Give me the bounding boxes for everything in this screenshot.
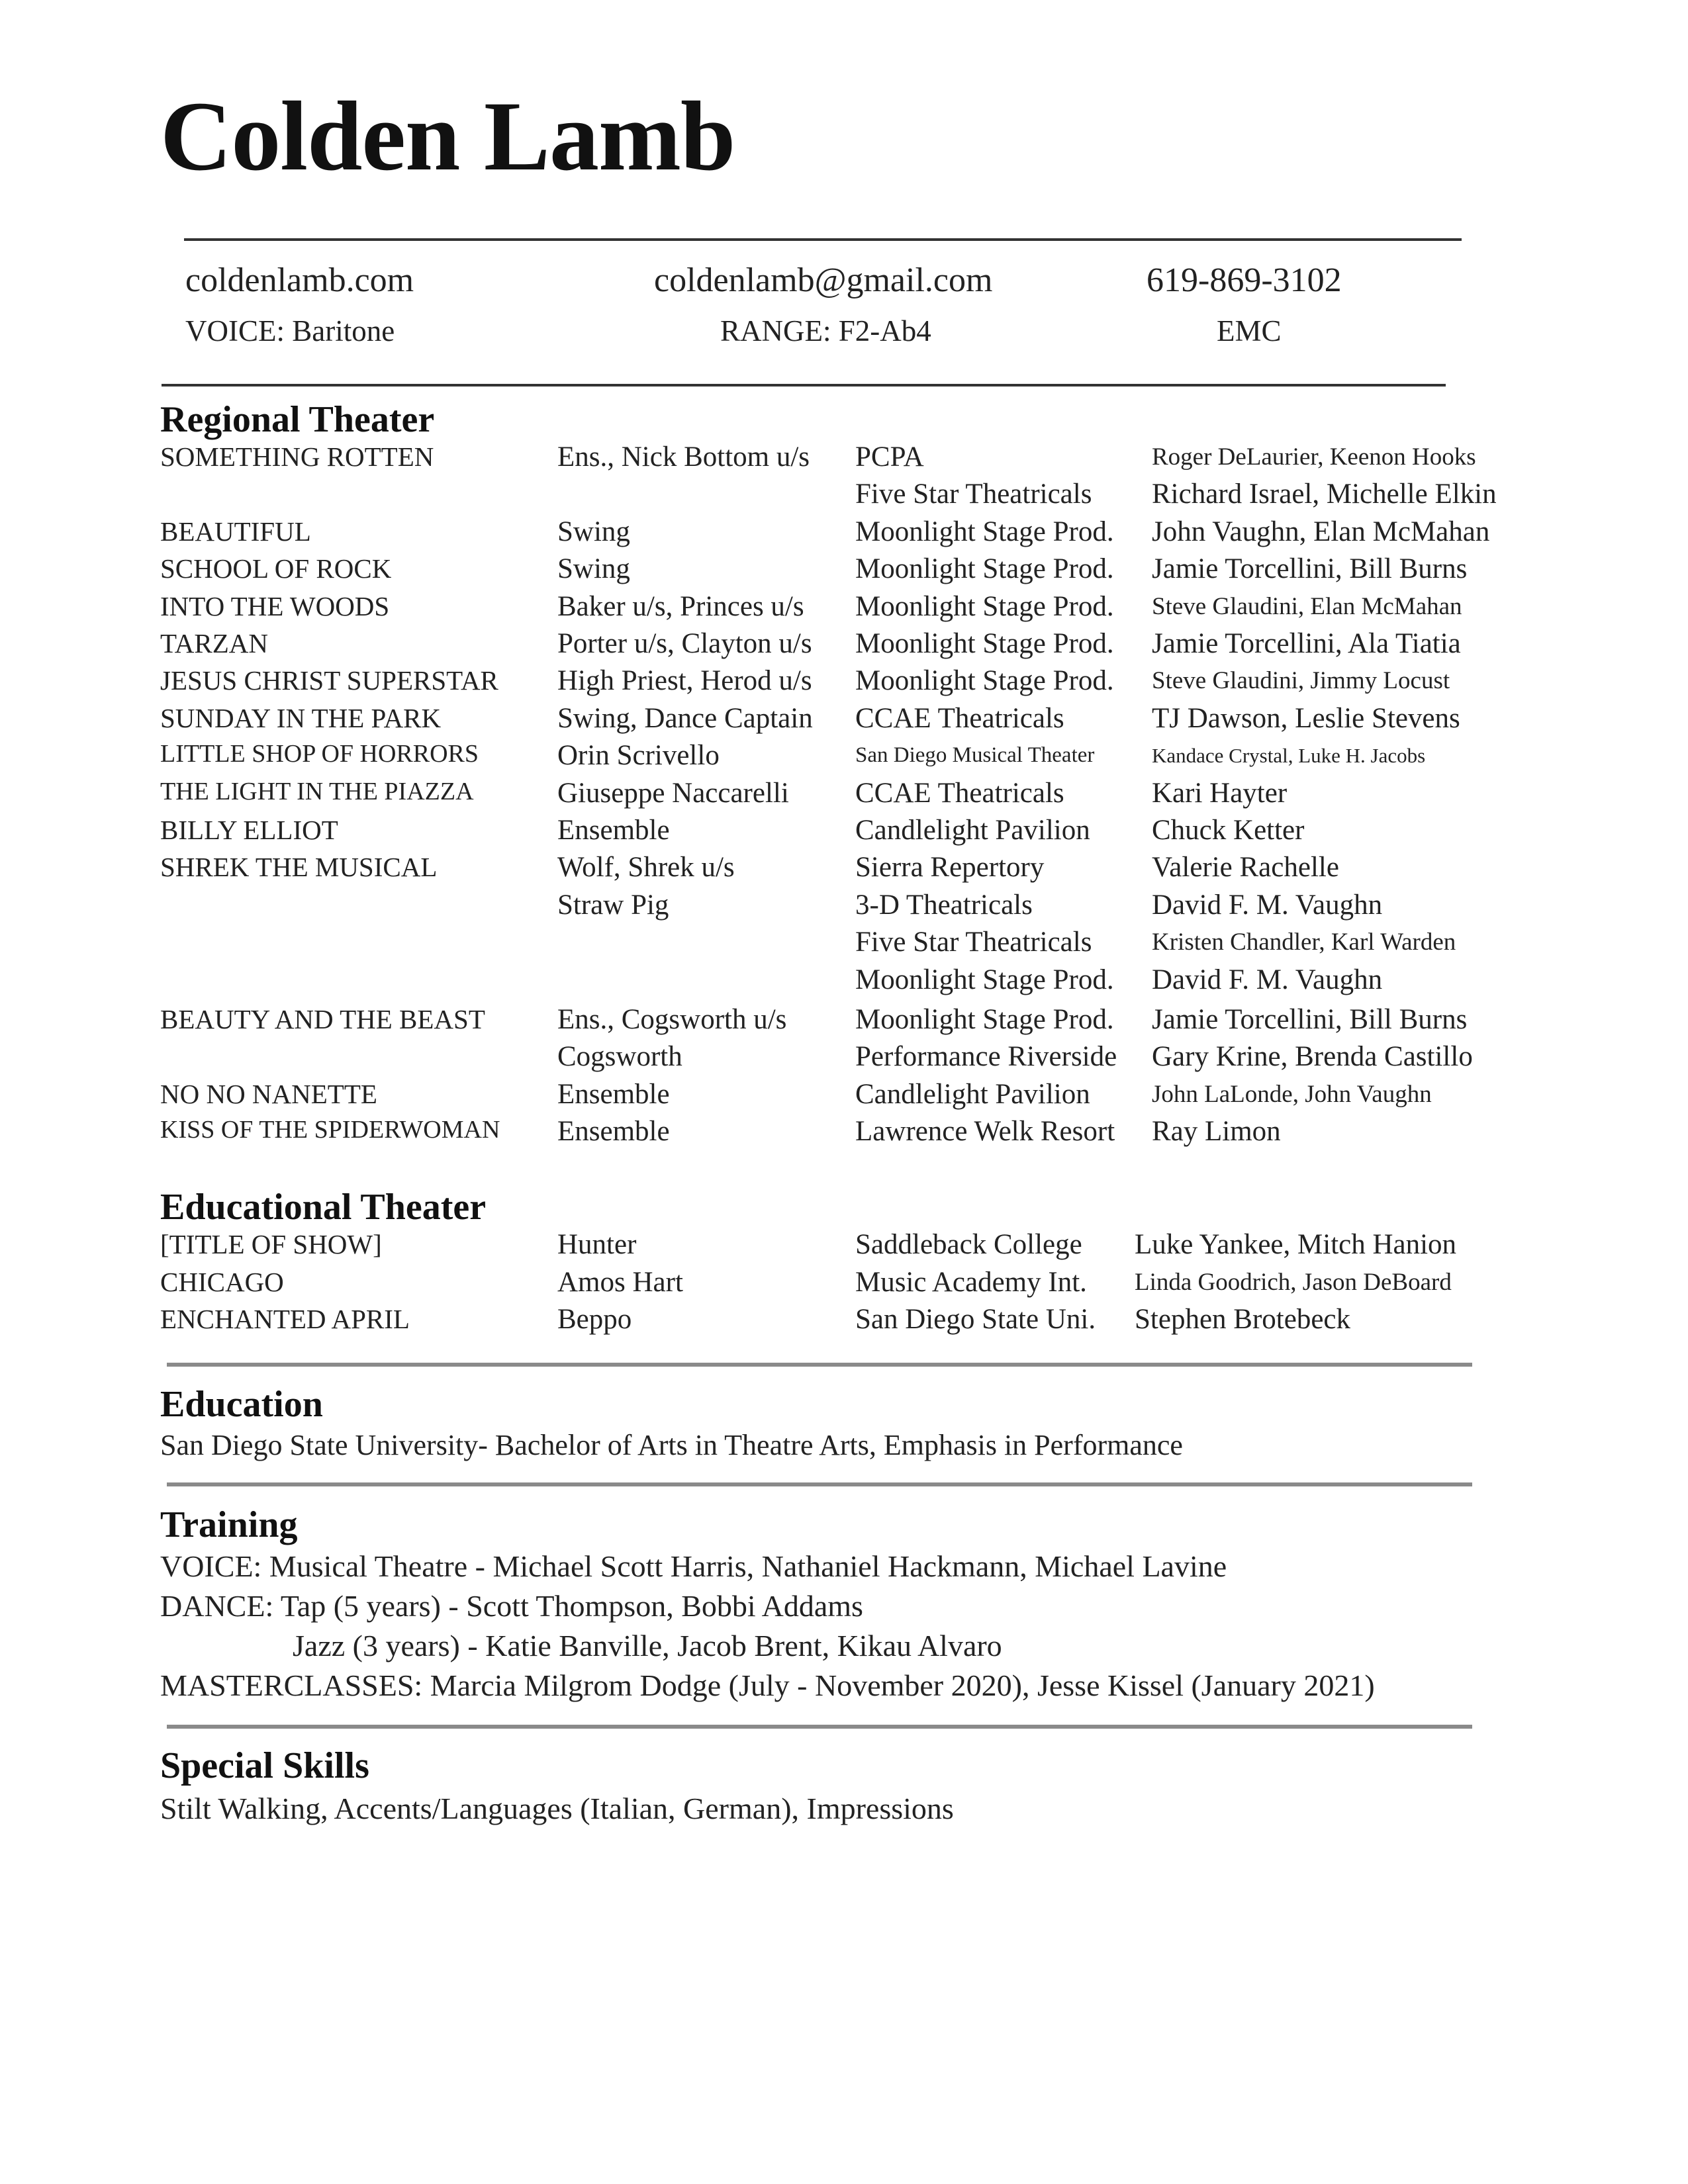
credit-role: Amos Hart	[557, 1266, 683, 1298]
credit-role: Ens., Cogsworth u/s	[557, 1004, 787, 1035]
credit-row	[160, 926, 1550, 963]
skills-text: Stilt Walking, Accents/Languages (Italian, German), Impressions	[160, 1792, 954, 1825]
vocal-range: RANGE: F2-Ab4	[720, 314, 931, 347]
credit-director: Chuck Ketter	[1152, 815, 1305, 846]
phone[interactable]: 619-869-3102	[1147, 261, 1342, 299]
training-line: VOICE: Musical Theatre - Michael Scott Harris, Nathaniel Hackmann, Michael Lavine	[160, 1549, 1227, 1583]
credit-row	[160, 702, 1550, 739]
credit-show: [TITLE OF SHOW]	[160, 1229, 382, 1259]
credit-role: Straw Pig	[557, 889, 669, 921]
credit-show: SOMETHING ROTTEN	[160, 441, 434, 472]
credit-show: CHICAGO	[160, 1266, 284, 1297]
credit-row	[160, 851, 1550, 888]
credit-row	[160, 441, 1550, 478]
education-text: San Diego State University- Bachelor of Arts in Theatre Arts, Emphasis in Performance	[160, 1429, 1183, 1461]
credit-row	[160, 516, 1550, 553]
credit-row	[160, 1078, 1550, 1115]
credit-row	[160, 478, 1550, 515]
credit-company: Candlelight Pavilion	[855, 1078, 1090, 1110]
credit-company: Moonlight Stage Prod.	[855, 1004, 1114, 1035]
divider	[167, 1482, 1472, 1486]
credit-row	[160, 1115, 1550, 1152]
divider	[167, 1725, 1472, 1729]
credit-row	[160, 1228, 1550, 1265]
credit-role: Ensemble	[557, 815, 670, 846]
header-bottom-rule	[162, 384, 1446, 387]
credit-row	[160, 1266, 1550, 1303]
credit-show: JESUS CHRIST SUPERSTAR	[160, 665, 498, 696]
credit-director: Ray Limon	[1152, 1116, 1281, 1148]
credit-company: CCAE Theatricals	[855, 702, 1064, 734]
credit-company: Moonlight Stage Prod.	[855, 665, 1114, 697]
credit-company: CCAE Theatricals	[855, 777, 1064, 809]
credit-director: Jamie Torcellini, Bill Burns	[1152, 553, 1468, 585]
credit-company: San Diego State Uni.	[855, 1304, 1096, 1335]
credit-director: Valerie Rachelle	[1152, 852, 1339, 884]
credit-company: Moonlight Stage Prod.	[855, 628, 1114, 659]
credit-director: Kristen Chandler, Karl Warden	[1152, 929, 1456, 956]
section-title-training: Training	[160, 1504, 298, 1545]
credit-role: Beppo	[557, 1304, 632, 1335]
credit-show: ENCHANTED APRIL	[160, 1304, 410, 1334]
section-title-educational: Educational Theater	[160, 1187, 487, 1228]
credit-show: INTO THE WOODS	[160, 590, 390, 621]
credit-role: Orin Scrivello	[557, 740, 720, 772]
resume-name: Colden Lamb	[160, 81, 735, 191]
credit-show: LITTLE SHOP OF HORRORS	[160, 740, 479, 768]
credit-row	[160, 889, 1550, 926]
credit-row	[160, 1303, 1550, 1340]
credit-company: Candlelight Pavilion	[855, 815, 1090, 846]
credit-director: Roger DeLaurier, Keenon Hooks	[1152, 443, 1476, 471]
credit-role: Swing	[557, 553, 630, 585]
credit-director: Jamie Torcellini, Bill Burns	[1152, 1004, 1468, 1035]
training-line: MASTERCLASSES: Marcia Milgrom Dodge (July - November 2020), Jesse Kissel (January 2021)	[160, 1668, 1375, 1702]
credit-role: Baker u/s, Princes u/s	[557, 590, 804, 622]
credit-director: Steve Glaudini, Jimmy Locust	[1152, 667, 1450, 695]
credit-director: Linda Goodrich, Jason DeBoard	[1135, 1268, 1452, 1296]
credit-company: Sierra Repertory	[855, 852, 1045, 884]
credit-director: John LaLonde, John Vaughn	[1152, 1080, 1432, 1108]
credit-director: Steve Glaudini, Elan McMahan	[1152, 592, 1462, 620]
credit-director: David F. M. Vaughn	[1152, 889, 1383, 921]
voice-type: VOICE: Baritone	[185, 314, 395, 347]
credit-director: Jamie Torcellini, Ala Tiatia	[1152, 628, 1461, 659]
credit-role: Ens., Nick Bottom u/s	[557, 441, 810, 473]
credit-row	[160, 739, 1550, 776]
credit-role: Giuseppe Naccarelli	[557, 777, 789, 809]
credit-role: Cogsworth	[557, 1041, 682, 1073]
credit-company: San Diego Musical Theater	[855, 743, 1095, 768]
credit-director: David F. M. Vaughn	[1152, 964, 1383, 995]
credit-show: SCHOOL OF ROCK	[160, 553, 392, 584]
divider	[167, 1363, 1472, 1367]
credit-role: Ensemble	[557, 1116, 670, 1148]
credit-row	[160, 553, 1550, 590]
credit-company: 3-D Theatricals	[855, 889, 1033, 921]
credit-row	[160, 664, 1550, 702]
credit-row	[160, 777, 1550, 814]
website[interactable]: coldenlamb.com	[185, 261, 414, 299]
credit-company: Performance Riverside	[855, 1041, 1117, 1073]
credit-row	[160, 1040, 1550, 1077]
credit-company: Moonlight Stage Prod.	[855, 516, 1114, 547]
credit-row	[160, 627, 1550, 664]
credit-row	[160, 814, 1550, 851]
credit-director: Stephen Brotebeck	[1135, 1304, 1350, 1335]
credit-show: SHREK THE MUSICAL	[160, 852, 438, 883]
credit-company: Five Star Theatricals	[855, 927, 1092, 958]
credit-show: SUNDAY IN THE PARK	[160, 702, 442, 733]
credit-company: PCPA	[855, 441, 924, 473]
header-top-rule	[184, 238, 1462, 241]
credit-company: Lawrence Welk Resort	[855, 1116, 1115, 1148]
credit-role: Hunter	[557, 1229, 637, 1260]
credit-role: Porter u/s, Clayton u/s	[557, 628, 812, 659]
credit-role: High Priest, Herod u/s	[557, 665, 812, 697]
credit-director: TJ Dawson, Leslie Stevens	[1152, 702, 1460, 734]
credit-director: Kandace Crystal, Luke H. Jacobs	[1152, 744, 1426, 768]
credit-director: Richard Israel, Michelle Elkin	[1152, 478, 1497, 510]
union-status: EMC	[1217, 314, 1282, 347]
section-title-skills: Special Skills	[160, 1745, 369, 1786]
section-title-education: Education	[160, 1384, 323, 1425]
credit-company: Music Academy Int.	[855, 1266, 1087, 1298]
section-title-regional: Regional Theater	[160, 399, 435, 440]
training-line: DANCE: Tap (5 years) - Scott Thompson, Bobbi Addams	[160, 1589, 863, 1623]
credit-role: Wolf, Shrek u/s	[557, 852, 735, 884]
credit-row	[160, 1003, 1550, 1040]
credit-company: Moonlight Stage Prod.	[855, 964, 1114, 995]
credit-role: Swing, Dance Captain	[557, 702, 813, 734]
credit-role: Ensemble	[557, 1078, 670, 1110]
credit-role: Swing	[557, 516, 630, 547]
credit-show: THE LIGHT IN THE PIAZZA	[160, 777, 474, 805]
credit-show: TARZAN	[160, 628, 268, 659]
credit-row	[160, 964, 1550, 1001]
credit-director: John Vaughn, Elan McMahan	[1152, 516, 1490, 547]
credit-director: Kari Hayter	[1152, 777, 1288, 809]
credit-director: Gary Krine, Brenda Castillo	[1152, 1041, 1473, 1073]
credit-company: Moonlight Stage Prod.	[855, 553, 1114, 585]
credit-row	[160, 590, 1550, 627]
credit-director: Luke Yankee, Mitch Hanion	[1135, 1229, 1457, 1260]
credit-show: NO NO NANETTE	[160, 1078, 377, 1109]
email[interactable]: coldenlamb@gmail.com	[654, 261, 993, 299]
credit-company: Saddleback College	[855, 1229, 1082, 1260]
credit-show: BEAUTY AND THE BEAST	[160, 1004, 485, 1034]
credit-company: Five Star Theatricals	[855, 478, 1092, 510]
credit-show: KISS OF THE SPIDERWOMAN	[160, 1116, 500, 1144]
credit-company: Moonlight Stage Prod.	[855, 590, 1114, 622]
credit-show: BEAUTIFUL	[160, 516, 311, 547]
training-line: Jazz (3 years) - Katie Banville, Jacob Brent, Kikau Alvaro	[293, 1629, 1002, 1662]
credit-show: BILLY ELLIOT	[160, 815, 338, 845]
